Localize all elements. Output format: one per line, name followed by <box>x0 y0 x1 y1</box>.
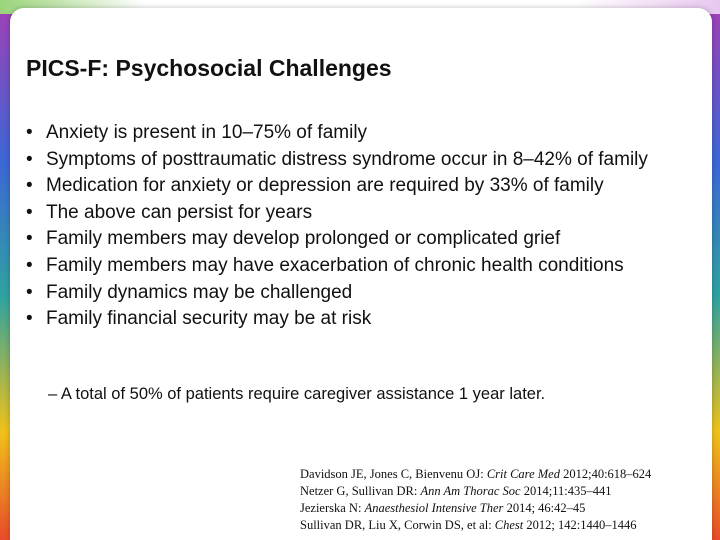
bullet-text: The above can persist for years <box>46 201 313 223</box>
reference-item <box>300 517 651 534</box>
reference-item <box>300 483 651 500</box>
bullet-text: Symptoms of posttraumatic distress syndrome occur in 8–42% of family <box>46 148 648 170</box>
bullet-item <box>26 200 706 227</box>
reference-details: 2014;11:435–441 <box>520 484 612 498</box>
bullet-marker: • <box>26 254 33 276</box>
bullet-marker: • <box>26 122 33 143</box>
bullet-marker: • <box>26 308 33 330</box>
bullet-item <box>26 147 706 174</box>
slide-title: PICS-F: Psychosocial Challenges <box>26 55 392 81</box>
bullet-text: Medication for anxiety or depression are required by 33% of family <box>46 175 604 197</box>
reference-journal: Ann Am Thorac Soc <box>420 484 521 498</box>
reference-journal: Crit Care Med <box>486 467 560 481</box>
reference-authors: Netzer G, Sullivan DR: <box>300 484 421 498</box>
reference-authors: Jezierska N: <box>300 501 365 515</box>
bullet-marker: • <box>26 228 33 250</box>
reference-journal: Chest <box>494 518 524 532</box>
bullet-text: Family members may develop prolonged or complicated grief <box>46 228 561 250</box>
bullet-text: Family dynamics may be challenged <box>46 281 353 303</box>
sub-bullet: – A total of 50% of patients require caregiver assistance 1 year later. <box>48 385 546 403</box>
reference-details: 2012;40:618–624 <box>559 467 652 481</box>
reference-authors: Davidson JE, Jones C, Bienvenu OJ: <box>300 467 487 481</box>
reference-item <box>300 466 651 483</box>
bullet-item <box>26 253 706 280</box>
bullet-item <box>26 280 706 307</box>
reference-journal: Anaesthesiol Intensive Ther <box>364 501 504 515</box>
bullet-marker: • <box>26 175 33 197</box>
bullet-item <box>26 120 706 147</box>
bullet-item <box>26 306 706 333</box>
bullet-marker: • <box>26 281 33 303</box>
bullet-text: Family financial security may be at risk <box>46 308 372 330</box>
reference-details: 2014; 46:42–45 <box>503 501 586 515</box>
reference-details: 2012; 142:1440–1446 <box>523 518 637 532</box>
bullet-item <box>26 226 706 253</box>
reference-item <box>300 500 651 517</box>
bullet-text: Anxiety is present in 10–75% of family <box>46 122 368 143</box>
bullet-marker: • <box>26 201 33 223</box>
bullet-text: Family members may have exacerbation of chronic health conditions <box>46 254 624 276</box>
bullet-item <box>26 173 706 200</box>
reference-authors: Sullivan DR, Liu X, Corwin DS, et al: <box>300 518 495 532</box>
bullet-marker: • <box>26 148 33 170</box>
references <box>300 466 651 534</box>
bullet-list <box>26 120 706 333</box>
